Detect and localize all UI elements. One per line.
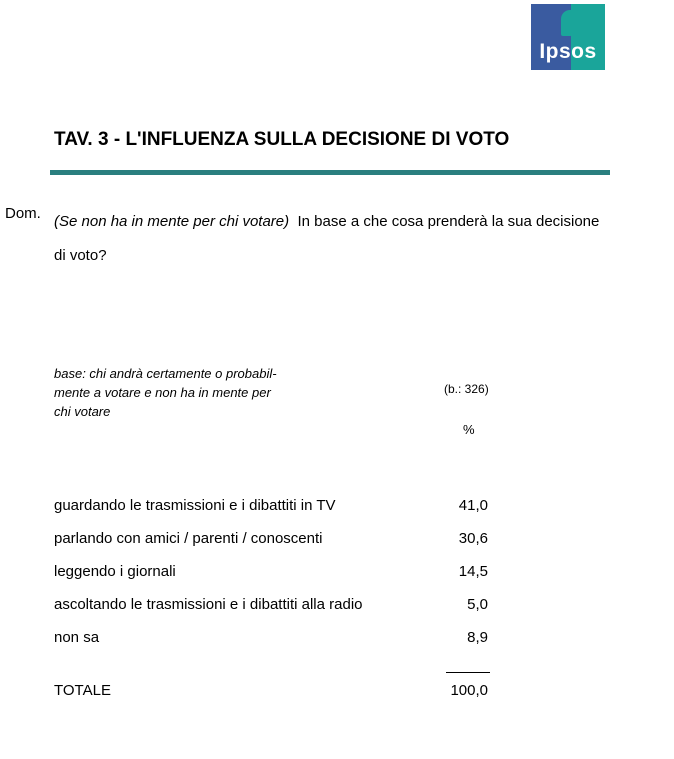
logo-wordmark: Ipsos: [539, 40, 597, 63]
row-label: non sa: [54, 629, 100, 646]
row-value: 14,5: [458, 563, 488, 580]
title-divider: [50, 170, 610, 175]
total-value: 100,0: [450, 682, 488, 699]
table-row: [54, 596, 494, 618]
sample-size: (b.: 326): [444, 382, 489, 396]
table-row: [54, 629, 494, 651]
total-row: [54, 682, 494, 704]
question-text: [54, 205, 614, 273]
row-label: parlando con amici / parenti / conoscenti: [54, 530, 323, 547]
base-line: mente a votare e non ha in mente per: [54, 385, 271, 400]
page-title: TAV. 3 - L'INFLUENZA SULLA DECISIONE DI VOTO: [54, 129, 510, 150]
question-condition: (Se non ha in mente per chi votare): [54, 213, 290, 230]
total-divider: [446, 672, 490, 673]
row-label: guardando le trasmissioni e i dibattiti in TV: [54, 497, 336, 514]
base-line: chi votare: [54, 404, 111, 419]
table-row: [54, 563, 494, 585]
base-description: [54, 364, 314, 421]
ipsos-logo: [531, 4, 605, 70]
row-value: 30,6: [458, 530, 488, 547]
base-line: base: chi andrà certamente o probabil-: [54, 366, 277, 381]
table-row: [54, 530, 494, 552]
table-row: [54, 497, 494, 519]
question-body: In base a che cosa prenderà la sua decisione di voto?: [54, 213, 600, 264]
row-value: 8,9: [467, 629, 488, 646]
row-value: 41,0: [458, 497, 488, 514]
logo-head-icon: [561, 10, 579, 36]
total-label: TOTALE: [54, 682, 111, 699]
row-value: 5,0: [467, 596, 488, 613]
question-label: Dom.: [5, 205, 41, 222]
row-label: leggendo i giornali: [54, 563, 176, 580]
row-label: ascoltando le trasmissioni e i dibattiti alla radio: [54, 596, 363, 613]
percent-header: %: [463, 422, 475, 437]
